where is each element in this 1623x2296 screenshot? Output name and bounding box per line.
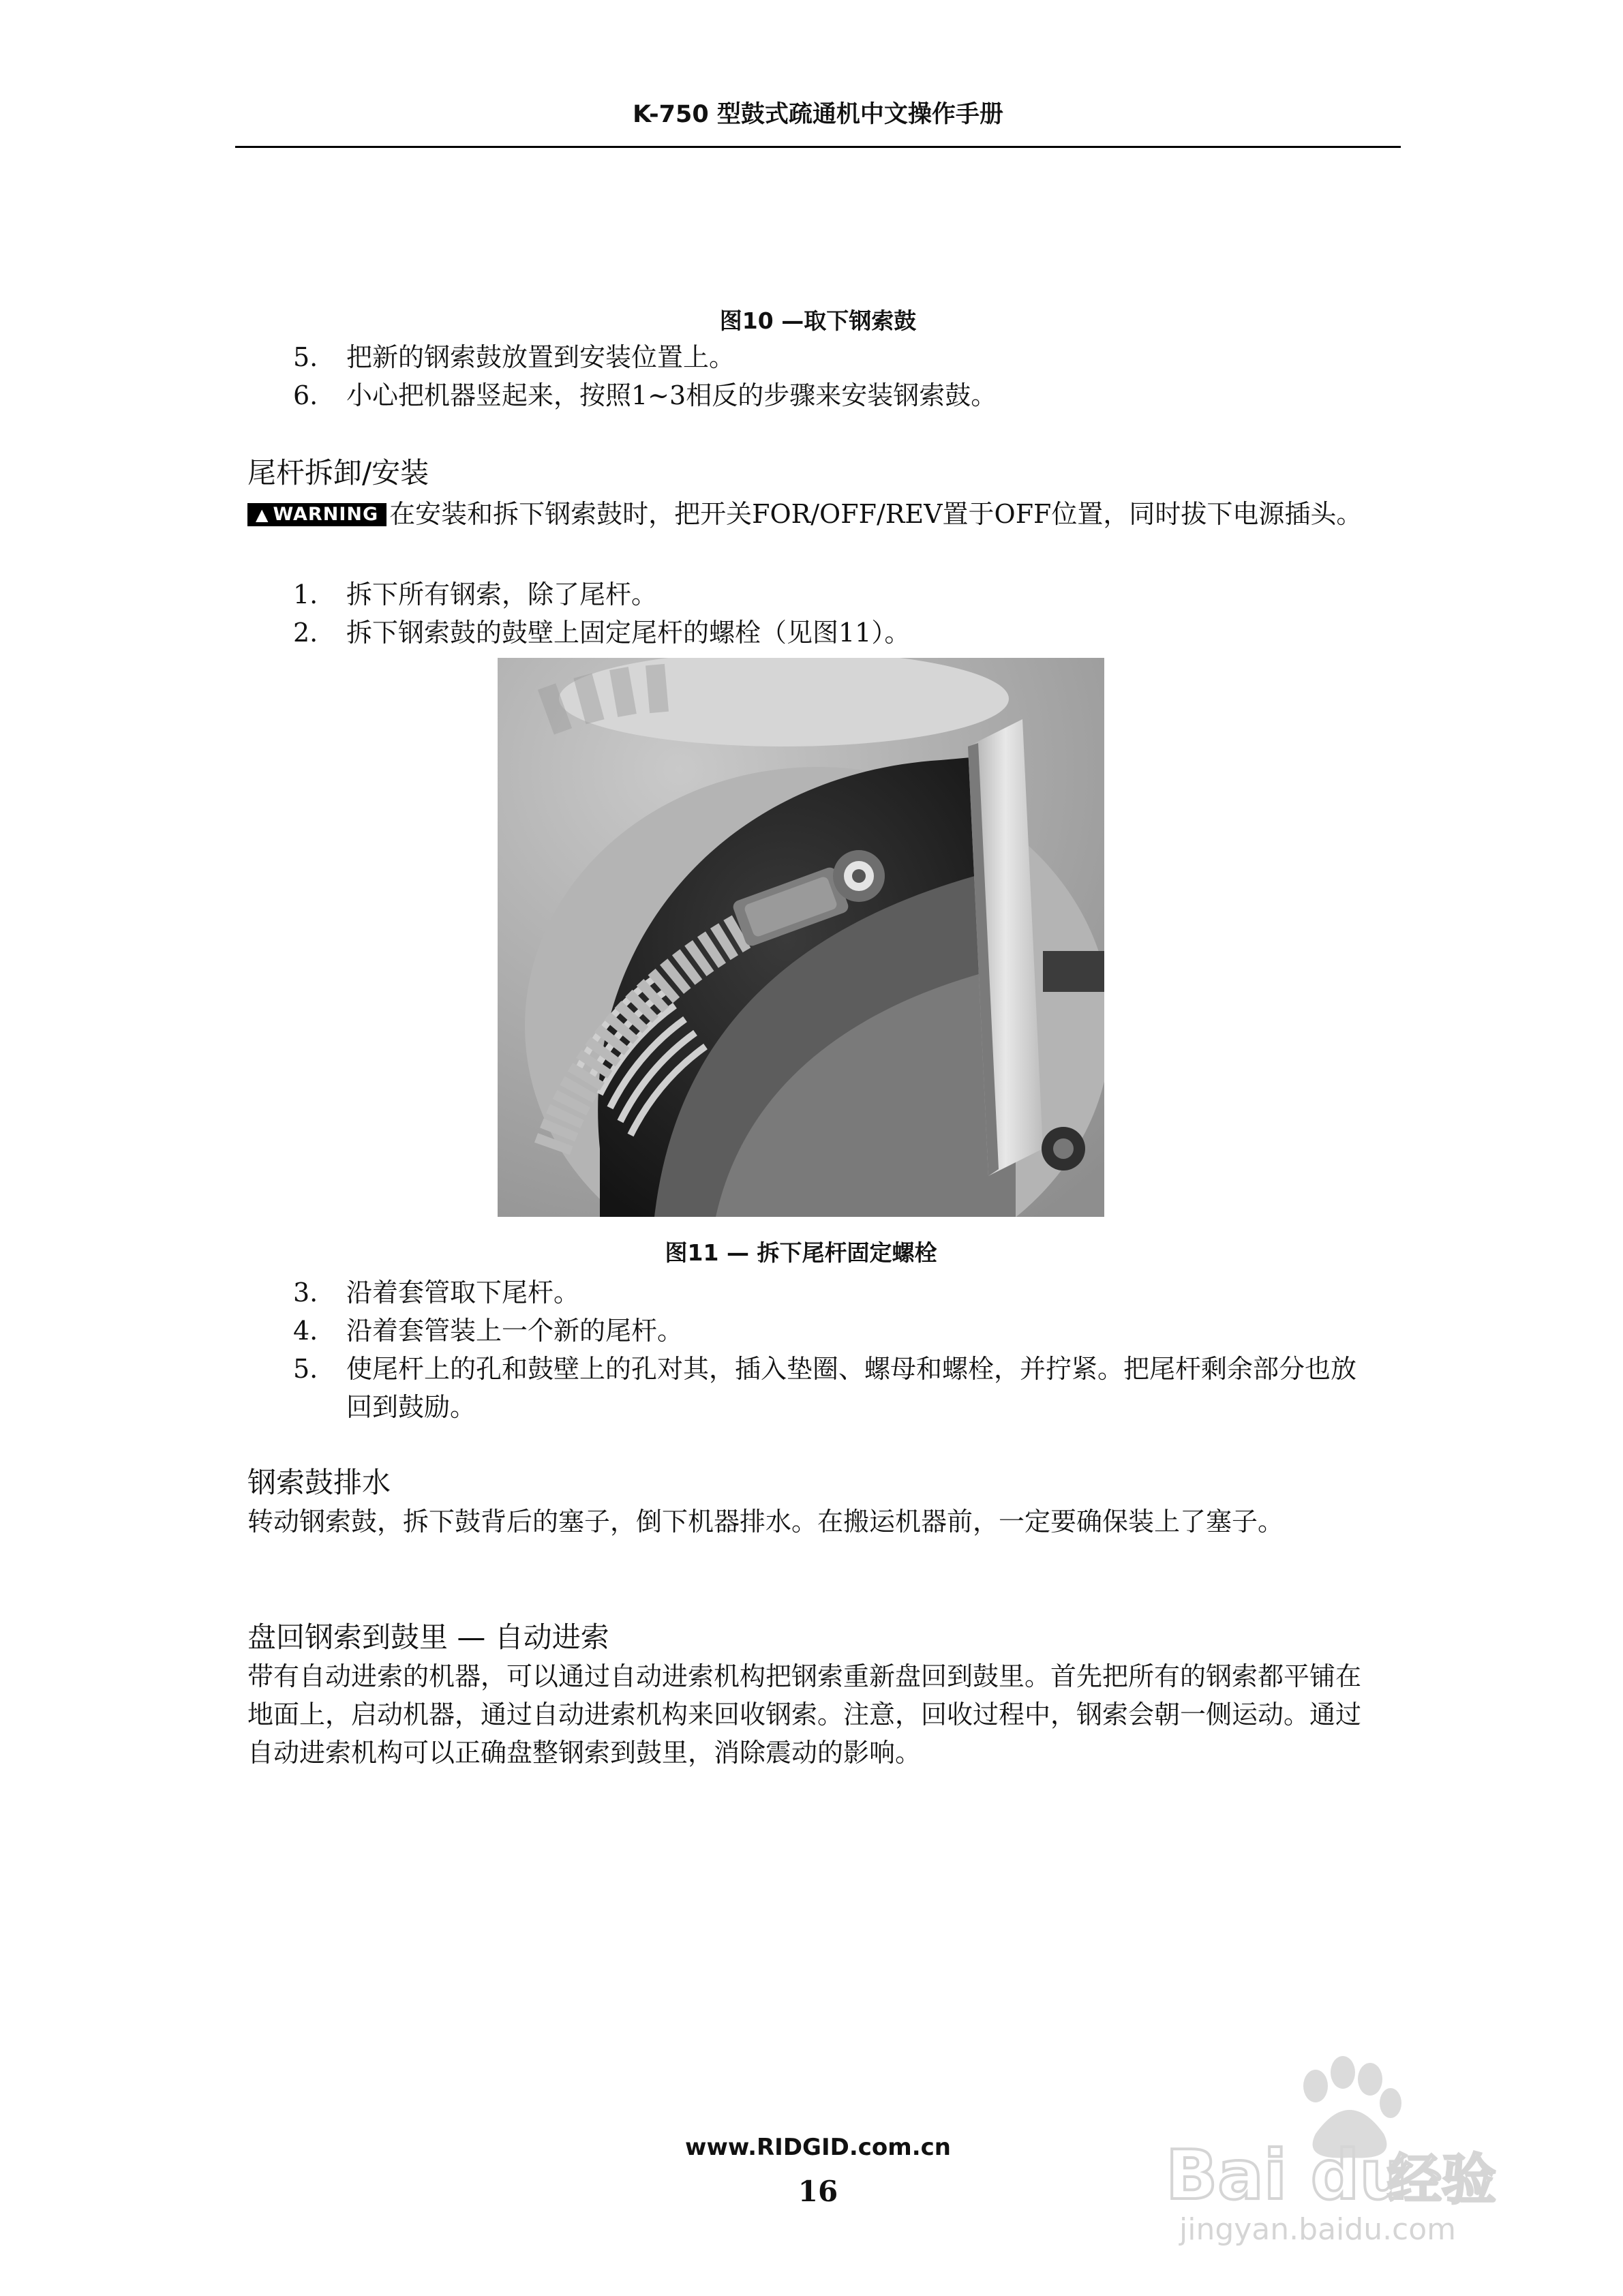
- warning-paragraph: [247, 495, 1379, 533]
- list-item-number: 1.: [293, 579, 318, 609]
- list-item: [293, 1312, 1369, 1350]
- header-rule: [235, 146, 1401, 148]
- list-item: [293, 575, 1369, 614]
- section-title-tail-rod: 尾杆拆卸/安装: [247, 456, 429, 489]
- list-item-text: 沿着套管取下尾杆。: [346, 1278, 580, 1308]
- steps-list-1: [293, 338, 1369, 414]
- list-item-text: 把新的钢索鼓放置到安装位置上。: [346, 342, 735, 372]
- fig10-caption: 图10 —取下钢索鼓: [719, 307, 917, 334]
- baidu-watermark: [1159, 2045, 1541, 2250]
- warning-label: WARNING: [273, 504, 379, 525]
- list-item-text: 使尾杆上的孔和鼓壁上的孔对其，插入垫圈、螺母和螺栓，并拧紧。把尾杆剩余部分也放回到鼓励。: [346, 1354, 1357, 1422]
- section-title-drain: 钢索鼓排水: [247, 1466, 391, 1499]
- list-item: [293, 614, 1369, 652]
- fig11-photo: [498, 658, 1104, 1217]
- warning-triangle-icon: ▲: [256, 505, 269, 524]
- warning-text: 在安装和拆下钢索鼓时，把开关FOR/OFF/REV置于OFF位置，同时拔下电源插头。: [389, 499, 1363, 529]
- page-number: 16: [798, 2175, 838, 2208]
- page-header: K-750 型鼓式疏通机中文操作手册: [633, 101, 1003, 128]
- warning-badge: [247, 503, 386, 526]
- list-item-number: 3.: [293, 1278, 318, 1308]
- drain-paragraph: 转动钢索鼓，拆下鼓背后的塞子，倒下机器排水。在搬运机器前，一定要确保装上了塞子。: [247, 1507, 1284, 1537]
- list-item-number: 5.: [293, 1354, 318, 1384]
- list-item-number: 6.: [293, 380, 318, 410]
- fig11-caption: 图11 — 拆下尾杆固定螺栓: [665, 1239, 937, 1266]
- list-item: [293, 338, 1369, 376]
- list-item: [293, 1273, 1369, 1312]
- svg-text:经验: 经验: [1387, 2148, 1496, 2211]
- list-item-number: 5.: [293, 342, 318, 372]
- steps-list-3: [293, 1273, 1369, 1426]
- list-item-text: 拆下所有钢索，除了尾杆。: [346, 579, 658, 609]
- rewind-paragraph: 带有自动进索的机器，可以通过自动进索机构把钢索重新盘回到鼓里。首先把所有的钢索都平铺在地面上，启动机器，通过自动进索机构来回收钢索。注意，回收过程中，钢索会朝一侧运动。通过自动进索机构可以正确盘整钢索到鼓里，消除震动的影响。: [247, 1661, 1362, 1768]
- section-title-rewind: 盘回钢索到鼓里 — 自动进索: [247, 1620, 609, 1654]
- list-item-text: 沿着套管装上一个新的尾杆。: [346, 1316, 684, 1346]
- svg-text:Bai du: Bai du: [1166, 2135, 1408, 2215]
- list-item-text: 拆下钢索鼓的鼓壁上固定尾杆的螺栓（见图11）。: [346, 618, 911, 648]
- list-item-number: 2.: [293, 618, 318, 648]
- footer-url: www.RIDGID.com.cn: [685, 2134, 951, 2161]
- list-item: [293, 1350, 1369, 1426]
- list-item-text: 小心把机器竖起来，按照1~3相反的步骤来安装钢索鼓。: [346, 380, 997, 410]
- steps-list-2: [293, 575, 1369, 652]
- svg-text:jingyan.baidu.com: jingyan.baidu.com: [1179, 2212, 1457, 2247]
- list-item: [293, 376, 1369, 414]
- list-item-number: 4.: [293, 1316, 318, 1346]
